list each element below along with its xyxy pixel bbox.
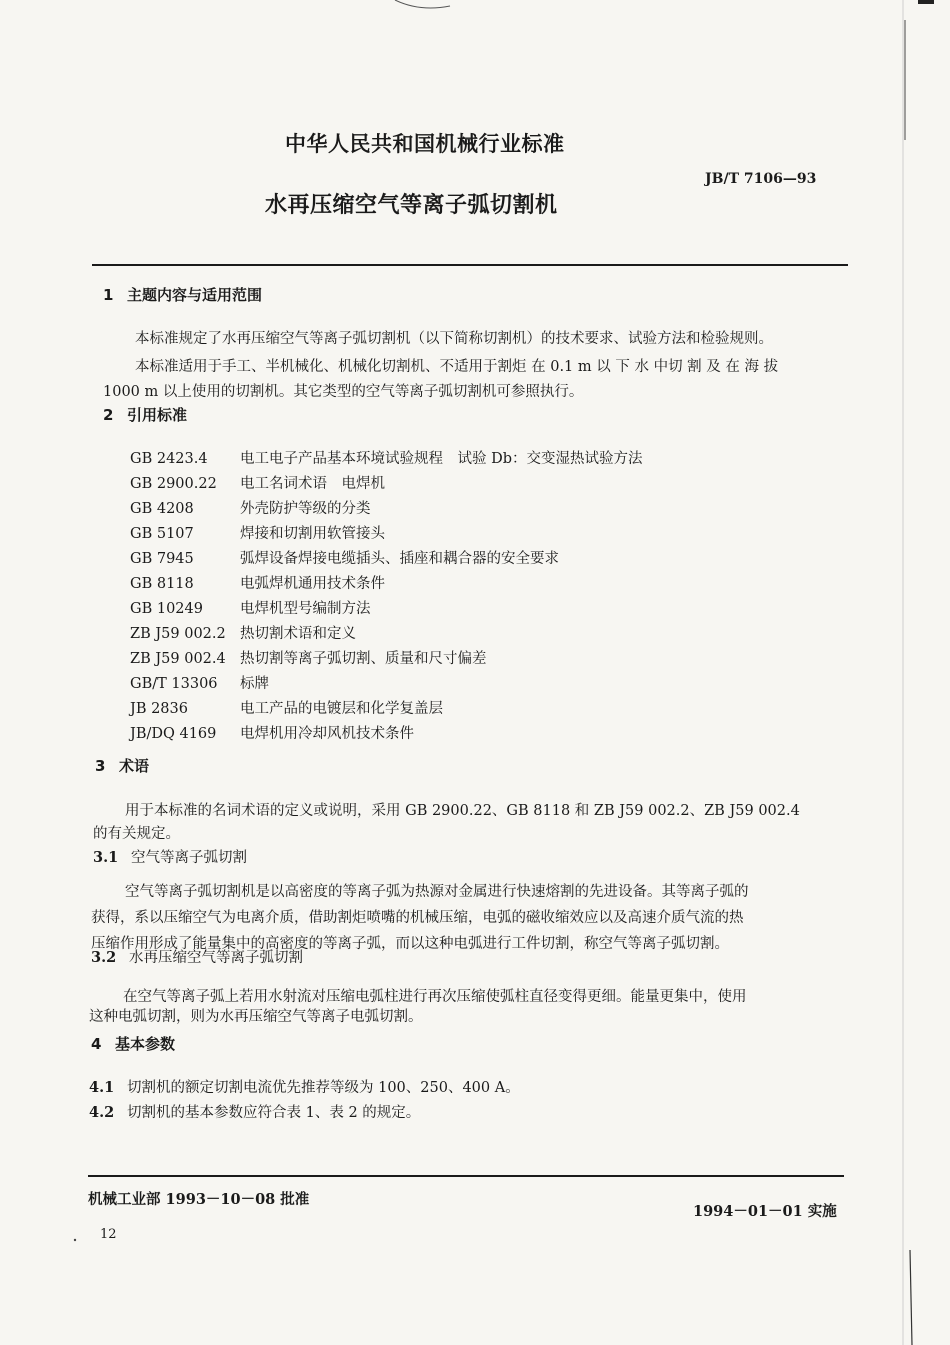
approval-date: 机械工业部 1993－10－08 批准 xyxy=(88,1191,310,1208)
reference-item xyxy=(130,622,356,643)
reference-title: 电工电子产品基本环境试验规程 试验 Db：交变湿热试验方法 xyxy=(240,451,643,467)
reference-code: GB 10249 xyxy=(130,601,203,617)
s3-1-line-3: 压缩作用形成了能量集中的高密度的等离子弧，而以这种电弧进行工件切割，称空气等离子弧切割。 xyxy=(91,936,729,952)
reference-item xyxy=(130,447,643,468)
reference-code: ZB J59 002.2 xyxy=(130,626,226,642)
reference-code: GB/T 13306 xyxy=(130,676,218,692)
standard-code: JB/T 7106—93 xyxy=(705,171,817,187)
reference-item xyxy=(130,547,559,568)
reference-item xyxy=(130,497,371,518)
section-title: 引用标准 xyxy=(127,406,188,424)
s1-paragraph-2-line-1: 本标准适用于手工、半机械化、机械化切割机、不适用于割炬 在 0.1 m 以 下 水 中切 割 及 在 海 拔 xyxy=(135,359,779,375)
standard-organization: 中华人民共和国机械行业标准 xyxy=(285,132,565,156)
reference-title: 弧焊设备焊接电缆插头、插座和耦合器的安全要求 xyxy=(240,551,559,567)
subsection-number: 3.1 xyxy=(93,849,119,866)
section-4-heading xyxy=(91,1033,175,1054)
reference-item xyxy=(130,572,385,593)
reference-item xyxy=(130,697,443,718)
reference-title: 电弧焊机通用技术条件 xyxy=(240,576,385,592)
section-1-heading xyxy=(103,284,262,305)
section-number: 3 xyxy=(95,757,106,775)
reference-item xyxy=(130,472,385,493)
s3-intro-line-2: 的有关规定。 xyxy=(93,826,180,842)
subsection-number: 3.2 xyxy=(91,949,117,966)
subsection-title: 空气等离子弧切割 xyxy=(131,850,247,866)
s1-paragraph-1: 本标准规定了水再压缩空气等离子弧切割机（以下简称切割机）的技术要求、试验方法和检验规则。 xyxy=(135,331,773,347)
clause-4-2 xyxy=(89,1101,420,1122)
footer-rule xyxy=(88,1175,844,1177)
section-number: 2 xyxy=(103,406,114,424)
reference-title: 焊接和切割用软管接头 xyxy=(240,526,385,542)
section-title: 主题内容与适用范围 xyxy=(127,286,263,304)
subsection-3-1-heading xyxy=(93,846,247,867)
reference-item xyxy=(130,722,414,743)
reference-title: 电工名词术语 电焊机 xyxy=(240,476,385,492)
s3-intro-line-1: 用于本标准的名词术语的定义或说明，采用 GB 2900.22、GB 8118 和 ZB J59 002.2、ZB J59 002.4 xyxy=(125,803,800,819)
reference-title: 热切割术语和定义 xyxy=(240,626,356,642)
s3-1-line-1: 空气等离子弧切割机是以高密度的等离子弧为热源对金属进行快速熔割的先进设备。其等离子弧的 xyxy=(125,884,749,900)
effective-date: 1994－01－01 实施 xyxy=(693,1203,837,1220)
section-3-heading xyxy=(95,755,149,776)
reference-title: 电焊机型号编制方法 xyxy=(240,601,371,617)
clause-number: 4.1 xyxy=(89,1079,115,1096)
reference-code: JB/DQ 4169 xyxy=(130,726,217,742)
reference-item xyxy=(130,597,371,618)
s3-1-line-2: 获得，系以压缩空气为电离介质，借助割炬喷嘴的机械压缩，电弧的磁收缩效应以及高速介质气流的热 xyxy=(91,910,744,926)
section-2-heading xyxy=(103,404,187,425)
clause-4-1 xyxy=(89,1076,520,1097)
page-number: 12 xyxy=(100,1227,117,1242)
reference-code: GB 7945 xyxy=(130,551,194,567)
reference-code: GB 2900.22 xyxy=(130,476,217,492)
subsection-3-2-heading xyxy=(91,946,303,967)
s3-2-line-1: 在空气等离子弧上若用水射流对压缩电弧柱进行再次压缩使弧柱直径变得更细。能量更集中，使用 xyxy=(123,989,747,1005)
s3-2-line-2: 这种电弧切割，则为水再压缩空气等离子电弧切割。 xyxy=(89,1009,423,1025)
reference-title: 热切割等离子弧切割、质量和尺寸偏差 xyxy=(240,651,487,667)
reference-item xyxy=(130,672,269,693)
section-number: 4 xyxy=(91,1035,102,1053)
reference-title: 标牌 xyxy=(240,676,269,692)
reference-code: GB 8118 xyxy=(130,576,194,592)
reference-code: JB 2836 xyxy=(130,701,188,717)
reference-title: 电工产品的电镀层和化学复盖层 xyxy=(240,701,443,717)
section-title: 基本参数 xyxy=(115,1035,176,1053)
section-number: 1 xyxy=(103,286,114,304)
reference-code: GB 5107 xyxy=(130,526,194,542)
reference-title: 外壳防护等级的分类 xyxy=(240,501,371,517)
s1-paragraph-2-line-2: 1000 m 以上使用的切割机。其它类型的空气等离子弧切割机可参照执行。 xyxy=(103,384,584,400)
standard-title: 水再压缩空气等离子弧切割机 xyxy=(265,193,558,218)
section-title: 术语 xyxy=(119,757,150,775)
reference-code: ZB J59 002.4 xyxy=(130,651,226,667)
header-rule xyxy=(92,264,848,266)
clause-text: 切割机的额定切割电流优先推荐等级为 100、250、400 A。 xyxy=(127,1080,520,1096)
clause-text: 切割机的基本参数应符合表 1、表 2 的规定。 xyxy=(127,1105,421,1121)
clause-number: 4.2 xyxy=(89,1104,115,1121)
reference-code: GB 4208 xyxy=(130,501,194,517)
reference-title: 电焊机用冷却风机技术条件 xyxy=(240,726,414,742)
subsection-title: 水再压缩空气等离子弧切割 xyxy=(129,950,303,966)
reference-code: GB 2423.4 xyxy=(130,451,208,467)
reference-item xyxy=(130,522,385,543)
reference-item xyxy=(130,647,487,668)
